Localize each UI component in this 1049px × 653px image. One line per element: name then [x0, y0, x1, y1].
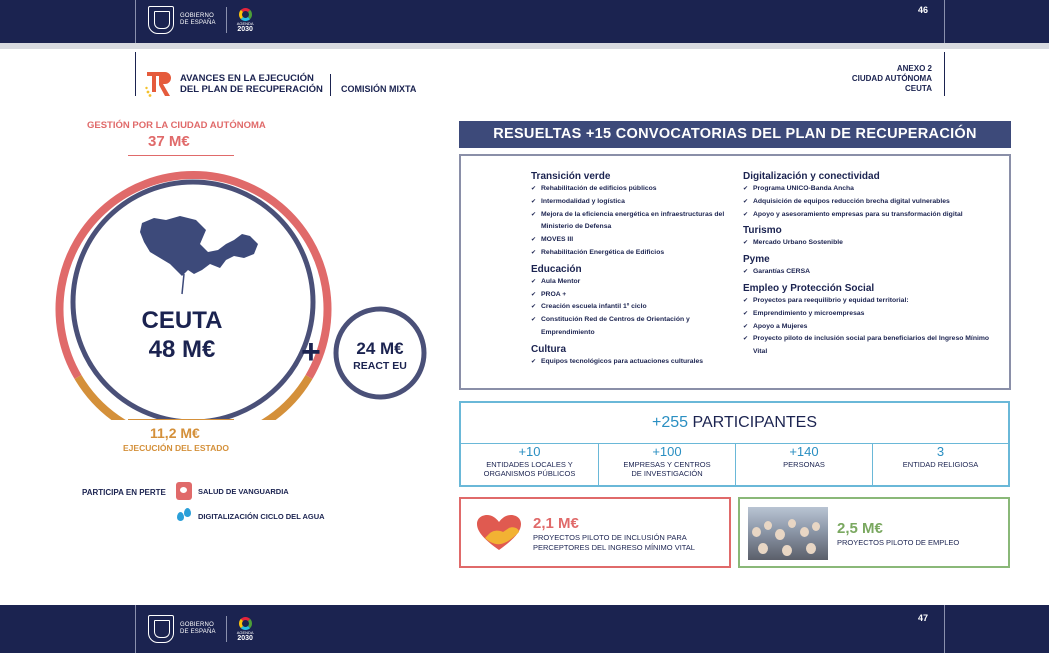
category-heading: Transición verde [531, 171, 611, 182]
cell-value: +10 [518, 444, 541, 459]
top-bar [0, 0, 1049, 43]
agenda-year: 2030 [237, 634, 253, 642]
convocatoria-item: ✔ Apoyo a Mujeres [743, 321, 993, 334]
convocatoria-item: ✔ Intermodalidad y logística [531, 196, 731, 209]
convocatoria-item: ✔ Mejora de la eficiencia energética en infraestructuras del Ministerio de Defensa [531, 209, 731, 235]
convocatoria-item: ✔ Garantías CERSA [743, 266, 993, 279]
gestion-rule [128, 155, 234, 156]
cell-label: ORGANISMOS PÚBLICOS [483, 469, 576, 478]
gobierno-line1: GOBIERNO [180, 13, 214, 19]
cell-label: DE INVESTIGACIÓN [631, 469, 703, 478]
category-heading: Cultura [531, 343, 566, 355]
bottom-bar-left-rule [135, 605, 136, 653]
category-heading: Digitalización y conectividad [743, 171, 880, 182]
participantes-box [459, 401, 1010, 487]
convocatoria-item: ✔ PROA + [531, 289, 731, 302]
agenda-label: AGENDA [236, 629, 254, 635]
annex-line3: CEUTA [905, 84, 932, 93]
gestion-label: GESTIÓN POR LA CIUDAD AUTÓNOMA [87, 120, 266, 131]
perte-label: PARTICIPA EN PERTE [82, 488, 166, 497]
gestion-amount: 37 M€ [148, 133, 190, 150]
piloto-amount: 2,1 M€ [533, 515, 579, 532]
convocatoria-item: ✔ Adquisición de equipos reducción brecha digital vulnerables [743, 196, 993, 209]
participantes-label: PARTICIPANTES [692, 414, 817, 431]
cell-label: EMPRESAS Y CENTROS [623, 460, 711, 469]
convocatorias-title: RESUELTAS +15 CONVOCATORIAS DEL PLAN DE RECUPERACIÓN [459, 121, 1011, 148]
category-items [531, 276, 731, 340]
convocatoria-item: ✔ Proyectos para reequilibrio y equidad territorial: [743, 295, 993, 308]
category-items [743, 237, 993, 250]
crowd-photo [748, 507, 828, 560]
convocatoria-item: ✔ Aula Mentor [531, 276, 731, 289]
gobierno-text [180, 13, 216, 27]
gobierno-line2: DE ESPAÑA [180, 20, 216, 26]
category-heading: Educación [531, 263, 582, 275]
convocatoria-item: ✔ Mercado Urbano Sostenible [743, 237, 993, 250]
logo-separator [226, 616, 227, 642]
plan-recuperacion-logo-icon [145, 70, 175, 98]
perte-item-agua [176, 508, 325, 524]
funding-circle-graphic [50, 160, 440, 420]
top-bar-right-rule [944, 0, 945, 43]
piloto-label-line1: PROYECTOS PILOTO DE EMPLEO [837, 538, 960, 547]
city-amount: 48 M€ [148, 336, 216, 363]
agenda-label: AGENDA [236, 20, 254, 26]
ceuta-circle [73, 182, 313, 420]
convocatorias-left-column [531, 171, 731, 369]
category-items [531, 356, 731, 369]
agenda-2030-logo [237, 617, 254, 642]
city-name: CEUTA [141, 307, 223, 334]
participantes-total: +255 [652, 414, 689, 431]
gobierno-line1: GOBIERNO [180, 622, 214, 628]
coat-of-arms-icon [148, 615, 174, 643]
page-number-bottom: 47 [918, 613, 929, 623]
gobierno-text [180, 622, 216, 636]
sdg-wheel-icon [239, 617, 252, 630]
header-title-line2: DEL PLAN DE RECUPERACIÓN [180, 84, 323, 95]
bottom-bar [0, 605, 1049, 653]
header-separator [330, 74, 331, 96]
page-number-top: 46 [918, 5, 929, 15]
cell-label: ENTIDADES LOCALES Y [486, 460, 573, 469]
logo-separator [226, 7, 227, 33]
annex-line2: CIUDAD AUTÓNOMA [851, 74, 932, 83]
bottom-bar-right-rule [944, 605, 945, 653]
perte-item-label: SALUD DE VANGUARDIA [198, 486, 289, 496]
cell-value: +100 [652, 444, 682, 459]
agenda-year: 2030 [237, 25, 253, 33]
participantes-cell [736, 443, 872, 487]
convocatoria-item: ✔ Emprendimiento y microempresas [743, 308, 993, 321]
convocatorias-right-column [743, 171, 993, 359]
gobierno-line2: DE ESPAÑA [180, 629, 216, 635]
convocatoria-item: ✔ Equipos tecnológicos para actuaciones culturales [531, 356, 731, 369]
header-comision: COMISIÓN MIXTA [341, 84, 417, 94]
piloto-label [533, 533, 695, 552]
coat-of-arms-icon [148, 6, 174, 34]
plus-icon: + [301, 333, 321, 371]
category-heading: Empleo y Protección Social [743, 282, 875, 294]
annex-label [852, 64, 932, 94]
piloto-label-line2: PERCEPTORES DEL INGRESO MÍNIMO VITAL [533, 542, 695, 552]
convocatoria-item: ✔ Apoyo y asesoramiento empresas para su transformación digital [743, 209, 993, 222]
cell-value: 3 [936, 444, 945, 459]
category-items [531, 183, 731, 260]
top-bar-left-rule [135, 0, 136, 43]
react-label: REACT EU [353, 360, 407, 372]
cell-label: ENTIDAD RELIGIOSA [902, 460, 979, 469]
participantes-cell [873, 443, 1008, 487]
piloto-label [837, 538, 959, 548]
category-heading: Turismo [743, 225, 782, 237]
sdg-wheel-icon [239, 8, 252, 21]
top-divider-strip [0, 43, 1049, 49]
estado-rule [128, 419, 234, 420]
cell-label: PERSONAS [783, 460, 825, 469]
agenda-2030-logo [237, 8, 254, 33]
heart-hands-icon [475, 514, 523, 552]
convocatoria-item: ✔ Constitución Red de Centros de Orientación y Emprendimiento [531, 314, 731, 340]
header-title [180, 73, 323, 95]
participantes-title [461, 414, 1008, 432]
perte-item-label: DIGITALIZACIÓN CICLO DEL AGUA [198, 511, 325, 521]
cell-value: +140 [789, 444, 819, 459]
convocatoria-item: ✔ Creación escuela infantil 1º ciclo [531, 301, 731, 314]
participantes-cell [599, 443, 735, 487]
health-device-icon [176, 482, 192, 500]
header-title-line1: AVANCES EN LA EJECUCIÓN [180, 73, 314, 84]
category-heading: Pyme [743, 254, 770, 266]
header-right-rule [944, 52, 945, 96]
gobierno-logo [148, 6, 254, 34]
convocatoria-item: ✔ Rehabilitación Energética de Edificios [531, 247, 731, 260]
convocatorias-box [459, 154, 1011, 390]
convocatoria-item: ✔ Programa UNICO-Banda Ancha [743, 183, 993, 196]
estado-label: EJECUCIÓN DEL ESTADO [123, 443, 229, 453]
header-left-rule [135, 52, 136, 96]
gobierno-logo [148, 615, 254, 643]
water-drops-icon [176, 508, 192, 524]
category-items [743, 183, 993, 221]
convocatoria-item: ✔ Proyecto piloto de inclusión social para beneficiarios del Ingreso Mínimo Vital [743, 333, 993, 359]
piloto-label-line1: PROYECTOS PILOTO DE INCLUSIÓN PARA [533, 533, 687, 542]
estado-amount: 11,2 M€ [150, 425, 200, 441]
convocatoria-item: ✔ MOVES III [531, 234, 731, 247]
annex-line1: ANEXO 2 [896, 64, 932, 73]
participantes-cell [461, 443, 598, 487]
perte-item-salud [176, 482, 289, 500]
convocatoria-item: ✔ Rehabilitación de edificios públicos [531, 183, 731, 196]
piloto-amount: 2,5 M€ [837, 520, 883, 537]
piloto-empleo-box [738, 497, 1010, 568]
category-items [743, 295, 993, 359]
piloto-inclusion-box [459, 497, 731, 568]
react-amount: 24 M€ [356, 339, 404, 358]
category-items [743, 266, 993, 279]
